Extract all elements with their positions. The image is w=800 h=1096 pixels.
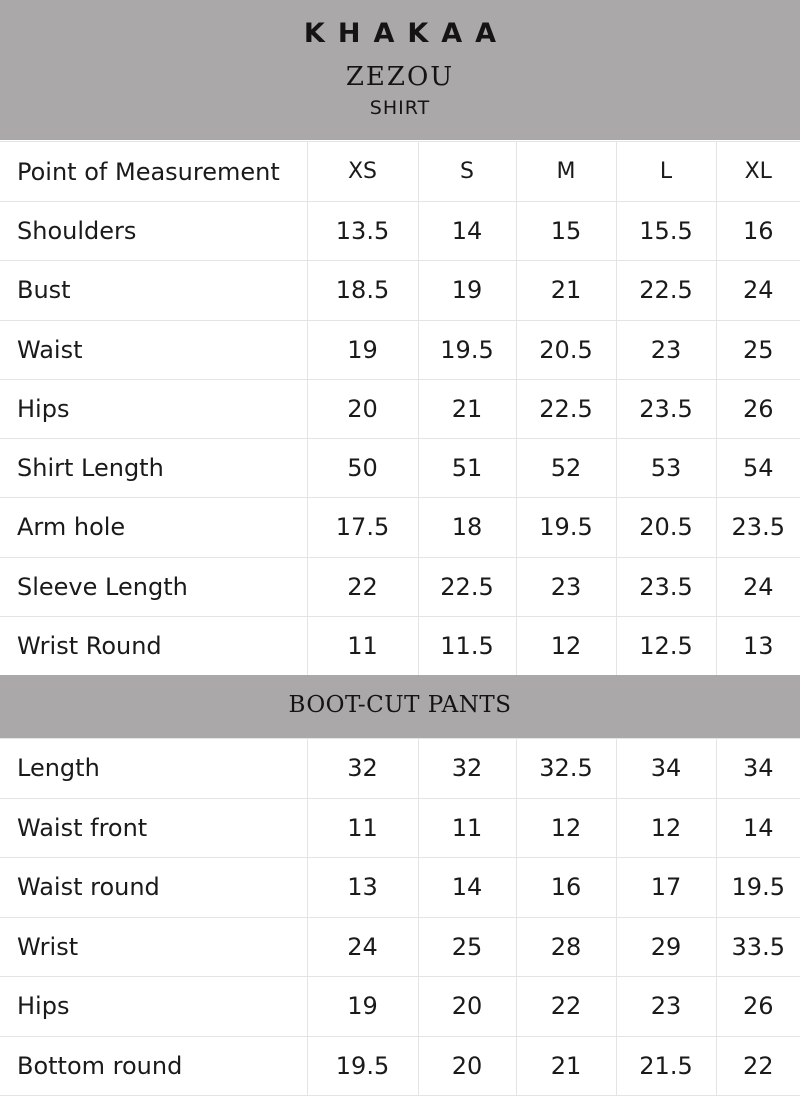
- measurement-cell: 29: [616, 917, 716, 977]
- row-label: Length: [0, 739, 307, 799]
- measurement-cell: 19.5: [716, 858, 800, 918]
- measurement-cell: 23: [616, 320, 716, 379]
- measurement-cell: 51: [418, 439, 516, 498]
- measurement-cell: 11.5: [418, 616, 516, 675]
- measurement-cell: 22.5: [418, 557, 516, 616]
- column-header-size: XS: [307, 142, 418, 202]
- measurement-cell: 16: [716, 202, 800, 261]
- table-row: [0, 498, 800, 557]
- row-label: Bust: [0, 261, 307, 320]
- measurement-cell: 20: [418, 1036, 516, 1096]
- measurement-cell: 21: [516, 261, 616, 320]
- measurement-cell: 54: [716, 439, 800, 498]
- table-row: [0, 858, 800, 918]
- measurement-cell: 33.5: [716, 917, 800, 977]
- measurement-cell: 14: [716, 798, 800, 858]
- row-label: Hips: [0, 977, 307, 1037]
- table-row: [0, 439, 800, 498]
- measurement-cell: 24: [716, 261, 800, 320]
- measurement-cell: 24: [716, 557, 800, 616]
- column-header-size: L: [616, 142, 716, 202]
- measurement-cell: 24: [307, 917, 418, 977]
- measurement-cell: 20.5: [616, 498, 716, 557]
- measurement-cell: 22: [516, 977, 616, 1037]
- row-label: Bottom round: [0, 1036, 307, 1096]
- table-row: [0, 739, 800, 799]
- measurement-cell: 11: [418, 798, 516, 858]
- table-header-row: [0, 142, 800, 202]
- measurement-cell: 11: [307, 798, 418, 858]
- pants-table-body: [0, 739, 800, 1096]
- measurement-cell: 25: [418, 917, 516, 977]
- table-row: [0, 616, 800, 675]
- row-label: Sleeve Length: [0, 557, 307, 616]
- measurement-cell: 23.5: [716, 498, 800, 557]
- measurement-cell: 21: [516, 1036, 616, 1096]
- column-header-size: S: [418, 142, 516, 202]
- measurement-cell: 21.5: [616, 1036, 716, 1096]
- measurement-cell: 12.5: [616, 616, 716, 675]
- row-label: Wrist: [0, 917, 307, 977]
- measurement-cell: 23: [616, 977, 716, 1037]
- pants-section-band: [0, 675, 800, 738]
- measurement-cell: 12: [516, 798, 616, 858]
- measurement-cell: 19.5: [516, 498, 616, 557]
- row-label: Waist front: [0, 798, 307, 858]
- row-label: Wrist Round: [0, 616, 307, 675]
- measurement-cell: 18.5: [307, 261, 418, 320]
- measurement-cell: 15: [516, 202, 616, 261]
- brand-logo: KHAKAA: [303, 18, 510, 49]
- table-row: [0, 557, 800, 616]
- row-label: Arm hole: [0, 498, 307, 557]
- measurement-cell: 11: [307, 616, 418, 675]
- row-label: Shirt Length: [0, 439, 307, 498]
- product-title: SHIRT: [369, 97, 431, 119]
- measurement-cell: 13: [307, 858, 418, 918]
- collection-title: ZEZOU: [345, 62, 455, 92]
- measurement-cell: 26: [716, 379, 800, 438]
- measurement-cell: 28: [516, 917, 616, 977]
- column-header-measurement: Point of Measurement: [0, 142, 307, 202]
- measurement-cell: 13: [716, 616, 800, 675]
- measurement-cell: 13.5: [307, 202, 418, 261]
- table-row: [0, 917, 800, 977]
- measurement-cell: 26: [716, 977, 800, 1037]
- row-label: Shoulders: [0, 202, 307, 261]
- measurement-cell: 32: [418, 739, 516, 799]
- measurement-cell: 20: [307, 379, 418, 438]
- measurement-cell: 34: [716, 739, 800, 799]
- measurement-cell: 52: [516, 439, 616, 498]
- measurement-cell: 32: [307, 739, 418, 799]
- measurement-cell: 19: [307, 977, 418, 1037]
- table-row: [0, 977, 800, 1037]
- measurement-cell: 22.5: [516, 379, 616, 438]
- measurement-cell: 19: [307, 320, 418, 379]
- shirt-table-body: [0, 142, 800, 676]
- row-label: Hips: [0, 379, 307, 438]
- table-row: [0, 1036, 800, 1096]
- measurement-cell: 25: [716, 320, 800, 379]
- measurement-cell: 23.5: [616, 379, 716, 438]
- measurement-cell: 20: [418, 977, 516, 1037]
- measurement-cell: 22: [307, 557, 418, 616]
- measurement-cell: 19.5: [418, 320, 516, 379]
- table-row: [0, 202, 800, 261]
- measurement-cell: 23: [516, 557, 616, 616]
- measurement-cell: 22: [716, 1036, 800, 1096]
- measurement-cell: 32.5: [516, 739, 616, 799]
- measurement-cell: 23.5: [616, 557, 716, 616]
- measurement-cell: 50: [307, 439, 418, 498]
- pants-section-title: BOOT-CUT PANTS: [288, 692, 512, 718]
- shirt-size-table: [0, 141, 800, 676]
- table-row: [0, 261, 800, 320]
- table-row: [0, 379, 800, 438]
- measurement-cell: 53: [616, 439, 716, 498]
- measurement-cell: 18: [418, 498, 516, 557]
- column-header-size: XL: [716, 142, 800, 202]
- measurement-cell: 17.5: [307, 498, 418, 557]
- measurement-cell: 19.5: [307, 1036, 418, 1096]
- measurement-cell: 12: [616, 798, 716, 858]
- pants-size-table: [0, 738, 800, 1096]
- measurement-cell: 14: [418, 858, 516, 918]
- measurement-cell: 12: [516, 616, 616, 675]
- measurement-cell: 22.5: [616, 261, 716, 320]
- column-header-size: M: [516, 142, 616, 202]
- header-band: [0, 0, 800, 140]
- measurement-cell: 17: [616, 858, 716, 918]
- row-label: Waist round: [0, 858, 307, 918]
- table-row: [0, 320, 800, 379]
- measurement-cell: 14: [418, 202, 516, 261]
- measurement-cell: 16: [516, 858, 616, 918]
- measurement-cell: 21: [418, 379, 516, 438]
- measurement-cell: 15.5: [616, 202, 716, 261]
- measurement-cell: 34: [616, 739, 716, 799]
- row-label: Waist: [0, 320, 307, 379]
- table-row: [0, 798, 800, 858]
- measurement-cell: 19: [418, 261, 516, 320]
- measurement-cell: 20.5: [516, 320, 616, 379]
